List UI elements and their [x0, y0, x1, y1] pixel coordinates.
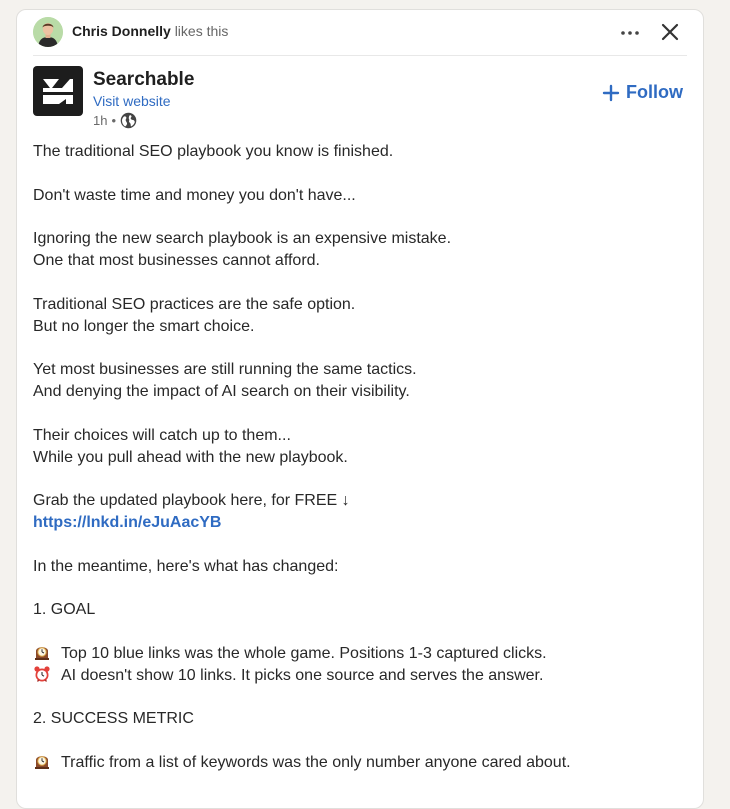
new-way-line [33, 665, 689, 687]
old-way-line [33, 643, 689, 665]
playbook-link[interactable]: https://lnkd.in/eJuAacYB [33, 514, 222, 531]
social-action-label: likes this [174, 23, 229, 39]
follow-button[interactable] [602, 82, 683, 103]
post-author [33, 66, 683, 130]
metric-old-text: Traffic from a list of keywords was the only number anyone cared about. [61, 753, 571, 771]
post-line: Yet most businesses are still running the same tactics. [33, 361, 417, 378]
post-card [16, 9, 704, 809]
person-avatar-icon [33, 17, 63, 47]
mantelpiece-clock-icon [33, 752, 51, 770]
goal-new-text: AI doesn't show 10 links. It picks one source and serves the answer. [61, 666, 544, 684]
post-line: Ignoring the new search playbook is an expensive mistake. [33, 230, 452, 247]
old-way-line [33, 752, 689, 774]
company-logo[interactable] [33, 66, 83, 116]
avatar[interactable] [33, 17, 63, 47]
liker-name[interactable]: Chris Donnelly [72, 23, 171, 39]
post-line: One that most businesses cannot afford. [33, 252, 320, 269]
post-text [33, 141, 689, 774]
post-line: Their choices will catch up to them... [33, 426, 291, 444]
more-options-icon[interactable] [619, 22, 641, 44]
post-meta [93, 112, 137, 129]
post-line: Grab the updated playbook here, for FREE ↓ [33, 492, 350, 509]
post-line: While you pull ahead with the new playbook. [33, 448, 348, 466]
meta-separator: • [111, 113, 117, 128]
close-icon[interactable] [659, 21, 681, 43]
social-action-bar [33, 10, 687, 56]
goal-old-text: Top 10 blue links was the whole game. Positions 1-3 captured clicks. [61, 644, 547, 662]
section-heading: 2. SUCCESS METRIC [33, 710, 194, 727]
searchable-logo-icon [33, 66, 83, 116]
visit-website-link[interactable]: Visit website [93, 93, 171, 109]
post-time: 1h [93, 113, 108, 128]
post-line: But no longer the smart choice. [33, 317, 255, 335]
alarm-clock-icon [33, 665, 51, 683]
mantelpiece-clock-icon [33, 643, 51, 661]
plus-icon [602, 84, 620, 102]
post-line: Don't waste time and money you don't have... [33, 186, 356, 204]
author-name[interactable]: Searchable [93, 69, 195, 90]
globe-icon [120, 112, 137, 129]
post-line: In the meantime, here's what has changed: [33, 557, 339, 575]
follow-label: Follow [626, 82, 683, 102]
post-line: The traditional SEO playbook you know is finished. [33, 143, 394, 160]
post-line: And denying the impact of AI search on their visibility. [33, 383, 410, 400]
post-line: Traditional SEO practices are the safe option. [33, 295, 356, 313]
social-action-text [72, 23, 228, 39]
section-heading: 1. GOAL [33, 601, 96, 618]
